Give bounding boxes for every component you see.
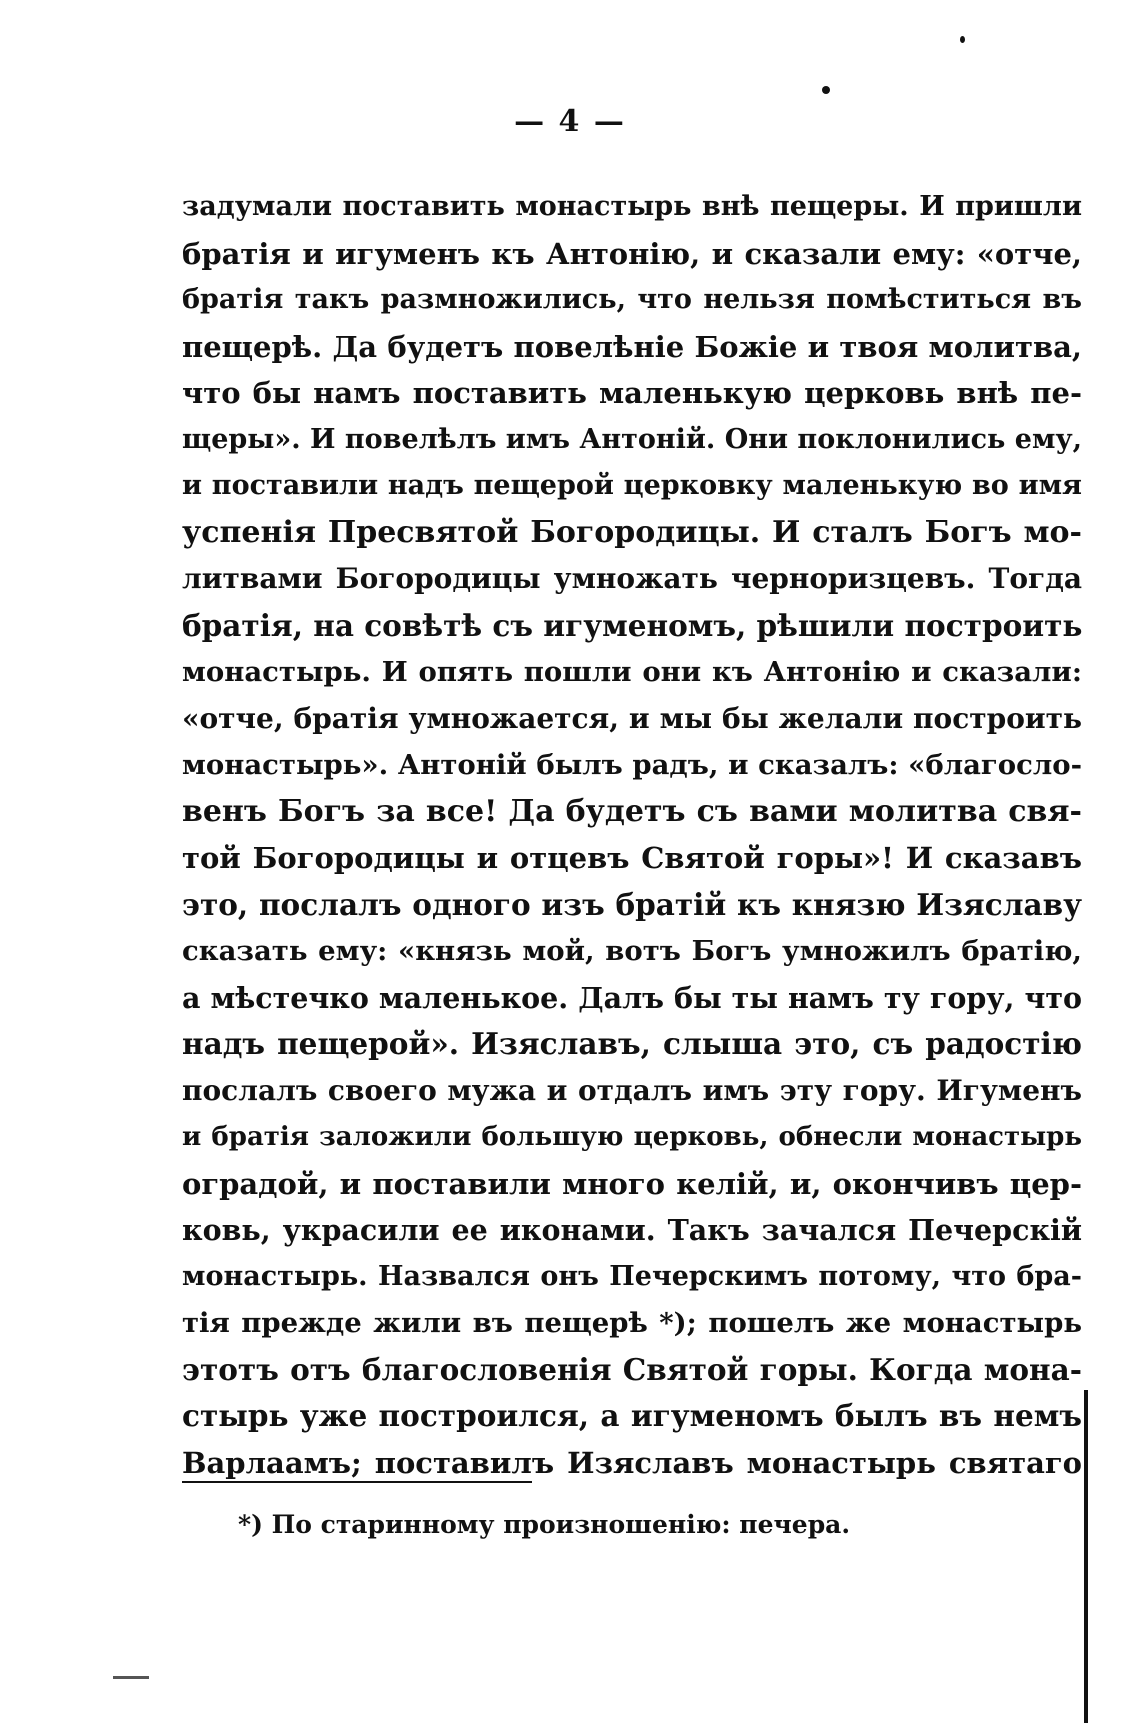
text-line: тія прежде жили въ пещерѣ *); пошелъ же монастырь [182, 1307, 1082, 1339]
text-line: монастырь. И опять пошли они къ Антонію и сказали: [182, 656, 1082, 688]
text-line: а мѣстечко маленькое. Далъ бы ты намъ ту гору, что [182, 980, 1082, 1015]
text-line: братія, на совѣтѣ съ игуменомъ, рѣшили построить [182, 607, 1083, 643]
text-line: и братія заложили большую церковь, обнесли монастырь [182, 1122, 1082, 1152]
scan-speck [822, 86, 830, 94]
text-line: этотъ отъ благословенія Святой горы. Когда мона- [182, 1351, 1082, 1387]
text-line: стырь уже построился, а игуменомъ былъ въ немъ [182, 1398, 1082, 1433]
text-line: задумали поставить монастырь внѣ пещеры. И пришли [182, 191, 1082, 222]
text-line: той Богородицы и отцевъ Святой горы»! И сказавъ [182, 841, 1082, 875]
main-text [182, 184, 1082, 1486]
text-line: оградой, и поставили много келій, и, окончивъ цер- [182, 1166, 1082, 1201]
text-line: щеры». И повелѣлъ имъ Антоній. Они поклонились ему, [182, 423, 1083, 455]
text-line: монастырь». Антоній былъ радъ, и сказалъ: «благосло- [182, 749, 1082, 781]
text-line: пещерѣ. Да будетъ повелѣніе Божіе и твоя молитва, [182, 329, 1082, 364]
text-line: и поставили надъ пещерой церковку маленькую во имя [182, 470, 1082, 501]
text-line: послалъ своего мужа и отдалъ имъ эту гору. Игуменъ [182, 1073, 1082, 1107]
scan-speck [960, 36, 965, 43]
footnote-divider [182, 1481, 532, 1483]
text-line: это, послалъ одного изъ братій къ князю Изяславу [182, 886, 1082, 922]
text-line: «отче, братія умножается, и мы бы желали построить [182, 701, 1082, 735]
text-line: Варлаамъ; поставилъ Изяславъ монастырь святаго [182, 1445, 1082, 1480]
text-line: литвами Богородицы умножать черноризцевъ. Тогда [182, 562, 1082, 595]
text-line: ковь, украсили ее иконами. Такъ зачался Печерскій [182, 1213, 1082, 1247]
text-line: успенія Пресвятой Богородицы. И сталъ Богъ мо- [182, 514, 1082, 550]
scan-edge-mark [113, 1676, 149, 1679]
scan-edge-shadow [1084, 1390, 1088, 1723]
text-line: братія такъ размножились, что нельзя помѣститься въ [182, 284, 1082, 315]
text-line: что бы намъ поставить маленькую церковь внѣ пе- [182, 376, 1082, 410]
page-number: — 4 — [514, 104, 626, 139]
footnote: *) По старинному произношенію: печера. [238, 1510, 851, 1539]
text-line: братія и игуменъ къ Антонію, и сказали ему: «отче, [182, 236, 1082, 271]
text-line: монастырь. Назвался онъ Печерскимъ потому, что бра- [182, 1260, 1082, 1292]
text-line: сказать ему: «князь мой, вотъ Богъ умножилъ братію, [182, 935, 1082, 967]
text-line: венъ Богъ за все! Да будетъ съ вами молитва свя- [182, 793, 1082, 829]
text-line: надъ пещерой». Изяславъ, слыша это, съ радостію [182, 1026, 1082, 1061]
